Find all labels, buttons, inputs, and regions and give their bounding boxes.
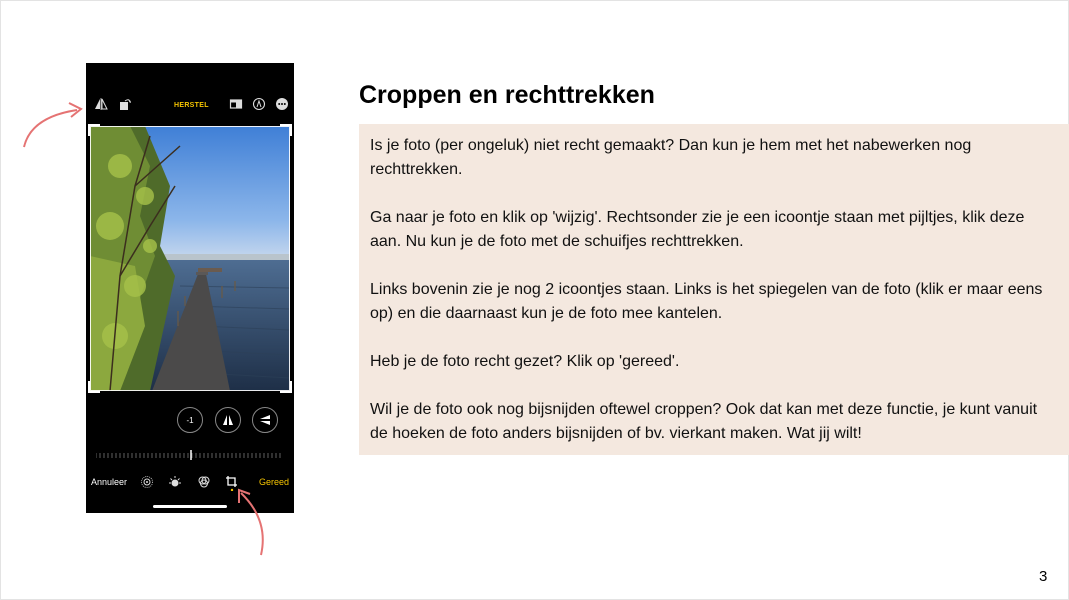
straighten-dial[interactable]: [96, 447, 284, 457]
done-button[interactable]: Gereed: [259, 477, 290, 487]
reset-button[interactable]: HERSTEL: [174, 102, 209, 109]
photo-crop-area[interactable]: [90, 126, 290, 391]
paragraph-4: Heb je de foto recht gezet? Klik op 'gereed'.: [370, 353, 680, 370]
straighten-button[interactable]: [177, 407, 203, 433]
adjust-icon[interactable]: [168, 475, 182, 489]
straighten-value: -1: [186, 415, 194, 425]
crop-handle-bottom-left[interactable]: [88, 381, 100, 393]
text-box: [359, 124, 1069, 455]
annotation-arrow-top: [19, 97, 89, 152]
paragraph-3: Links bovenin zie je nog 2 icoontjes staan. Links is het spiegelen van de foto (klik er maar eens op) en die daarnaast kun je de foto mee kantelen.: [370, 281, 1043, 322]
page-number: 3: [1039, 568, 1048, 585]
crop-handle-top-right[interactable]: [280, 124, 292, 136]
slide-title: Croppen en rechttrekken: [359, 81, 655, 109]
phone-screenshot: [86, 63, 294, 513]
crop-handle-bottom-right[interactable]: [280, 381, 292, 393]
home-indicator: [153, 505, 227, 508]
vertical-perspective-button[interactable]: [215, 407, 241, 433]
filters-icon[interactable]: [197, 475, 211, 489]
vertical-perspective-icon: [222, 414, 234, 426]
aspect-ratio-icon[interactable]: [229, 97, 243, 111]
rotate-icon[interactable]: [118, 97, 132, 111]
paragraph-2: Ga naar je foto en klik op 'wijzig'. Rechtsonder zie je een icoontje staan met pijltjes, klik deze aan. Nu kun je de foto met de schuifjes rechttrekken.: [370, 209, 1025, 250]
crop-handle-top-left[interactable]: [88, 124, 100, 136]
more-icon[interactable]: [275, 97, 289, 111]
paragraph-5: Wil je de foto ook nog bijsnijden oftewel croppen? Ook dat kan met deze functie, je kunt vanuit de hoeken de foto anders bijsnijden of bv. vierkant maken. Wat jij wilt!: [370, 401, 1038, 442]
paragraph-1: Is je foto (per ongeluk) niet recht gemaakt? Dan kun je hem met het nabewerken nog rechttrekken.: [370, 137, 972, 178]
phone-top-bar: [86, 93, 294, 117]
cancel-button[interactable]: Annuleer: [91, 477, 128, 487]
live-icon[interactable]: [140, 475, 154, 489]
horizontal-perspective-icon: [259, 414, 271, 426]
flip-icon[interactable]: [94, 97, 108, 111]
horizontal-perspective-button[interactable]: [252, 407, 278, 433]
crop-frame: [90, 126, 290, 391]
markup-icon[interactable]: [252, 97, 266, 111]
annotation-arrow-bottom: [231, 485, 271, 560]
